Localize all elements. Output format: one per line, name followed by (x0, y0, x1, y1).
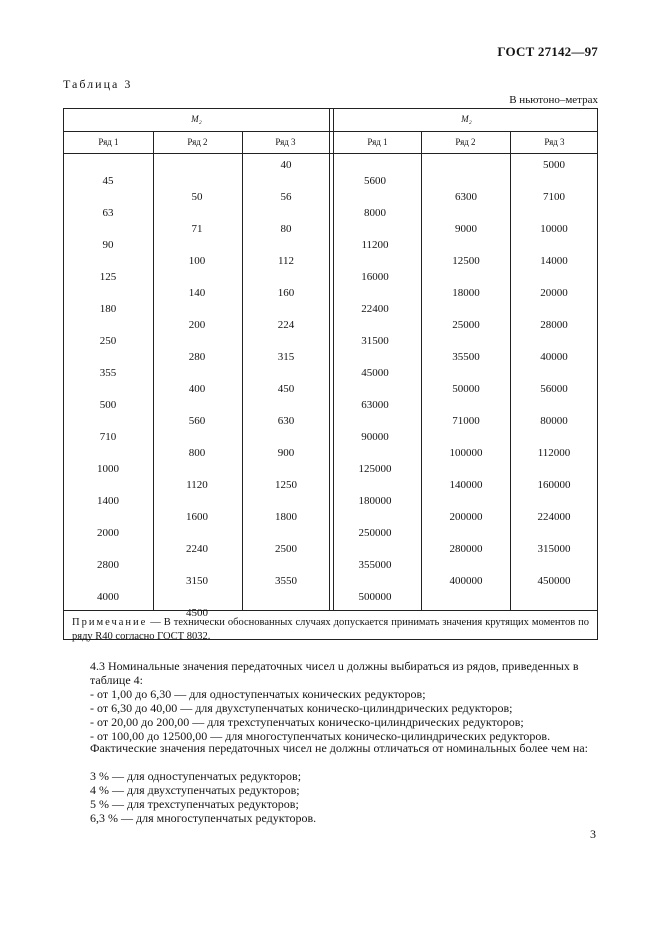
table-cell: 90000 (361, 431, 389, 443)
table-rule (153, 131, 154, 610)
table-cell: 224000 (537, 511, 571, 523)
table-cell: 22400 (361, 303, 389, 315)
note-text: — В технически обоснованных случаях допускается принимать значения крутящих моментов по ряду R40 согласно ГОСТ 8032. (72, 617, 589, 642)
table-cell: 140000 (449, 479, 483, 491)
table-rule (242, 131, 243, 610)
table-cell: 25000 (452, 319, 480, 331)
table-cell: 355 (99, 367, 117, 379)
table-cell: 11200 (361, 239, 389, 251)
table-cell: 355000 (358, 559, 392, 571)
table-cell: 400 (188, 383, 206, 395)
section-intro: 4.3 Номинальные значения передаточных чисел u должны выбираться из рядов, приведенных в таблице 4: (90, 659, 579, 687)
table-cell: 12500 (452, 255, 480, 267)
table-cell: 3550 (275, 575, 297, 587)
table-cell: 40000 (540, 351, 568, 363)
table-cell: 71000 (452, 415, 480, 427)
torque-table (63, 108, 598, 640)
table-cell: 90 (102, 239, 114, 251)
table-cell: 6300 (455, 191, 477, 203)
table-cell: 2800 (97, 559, 119, 571)
table-cell: 28000 (540, 319, 568, 331)
table-cell: 250 (99, 335, 117, 347)
table-rule (421, 131, 422, 610)
table-cell: 1600 (186, 511, 208, 523)
table-cell: 31500 (361, 335, 389, 347)
table-cell: 160000 (537, 479, 571, 491)
table-cell: 160 (277, 287, 295, 299)
table-cell: 2500 (275, 543, 297, 555)
table-cell: 80000 (540, 415, 568, 427)
table-cell: 125000 (358, 463, 392, 475)
table-rule (64, 610, 597, 611)
table-cell: 180000 (358, 495, 392, 507)
table-cell: 112000 (537, 447, 571, 459)
table-cell: 45000 (361, 367, 389, 379)
table-cell: 2000 (97, 527, 119, 539)
table-cell: 14000 (540, 255, 568, 267)
column-header: Ряд 1 (98, 137, 119, 147)
table-rule (510, 131, 511, 610)
table-cell: 1800 (275, 511, 297, 523)
table-cell: 1120 (186, 479, 208, 491)
table-cell: 315000 (537, 543, 571, 555)
table-cell: 5600 (364, 175, 386, 187)
range-item: - от 100,00 до 12500,00 — для многоступенчатых коническо-цилиндрических редукторов. (90, 729, 551, 743)
table-cell: 80 (280, 223, 292, 235)
table-cell: 400000 (449, 575, 483, 587)
column-header: Ряд 2 (187, 137, 208, 147)
table-cell: 710 (99, 431, 117, 443)
deviation-intro: Фактические значения передаточных чисел не должны отличаться от номинальных более чем на: (90, 741, 589, 755)
table-cell: 630 (277, 415, 295, 427)
table-cell: 16000 (361, 271, 389, 283)
table-cell: 40 (280, 159, 292, 171)
table-note (72, 616, 589, 644)
table-cell: 500 (99, 399, 117, 411)
table-cell: 50000 (452, 383, 480, 395)
table-cell: 280000 (449, 543, 483, 555)
table-cell: 140 (188, 287, 206, 299)
table-cell: 5000 (543, 159, 565, 171)
page-number: 3 (590, 827, 596, 841)
table-cell: 315 (277, 351, 295, 363)
group-header-right: M₂ (461, 114, 472, 124)
table-units: В ньютоно–метрах (509, 94, 598, 106)
table-cell: 4000 (97, 591, 119, 603)
table-cell: 20000 (540, 287, 568, 299)
table-cell: 180 (99, 303, 117, 315)
table-cell: 4500 (186, 607, 208, 619)
deviation-item: 3 % — для одноступенчатых редукторов; (90, 769, 302, 783)
table-cell: 2240 (186, 543, 208, 555)
table-cell: 125 (99, 271, 117, 283)
table-cell: 800 (188, 447, 206, 459)
note-label: Примечание (72, 617, 148, 628)
table-cell: 100000 (449, 447, 483, 459)
table-cell: 100 (188, 255, 206, 267)
table-cell: 71 (191, 223, 203, 235)
table-cell: 1250 (275, 479, 297, 491)
table-caption: Таблица 3 (63, 77, 133, 91)
table-cell: 200 (188, 319, 206, 331)
deviation-item: 5 % — для трехступенчатых редукторов; (90, 797, 299, 811)
deviation-item: 4 % — для двухступенчатых редукторов; (90, 783, 300, 797)
column-header: Ряд 1 (367, 137, 388, 147)
table-cell: 250000 (358, 527, 392, 539)
table-cell: 35500 (452, 351, 480, 363)
table-cell: 56000 (540, 383, 568, 395)
table-cell: 1000 (97, 463, 119, 475)
table-cell: 63 (102, 207, 114, 219)
table-cell: 9000 (455, 223, 477, 235)
group-header-left: M₂ (191, 114, 202, 124)
range-item: - от 6,30 до 40,00 — для двухступенчатых коническо-цилиндрических редукторов; (90, 701, 513, 715)
range-item: - от 1,00 до 6,30 — для одноступенчатых конических редукторов; (90, 687, 426, 701)
table-cell: 18000 (452, 287, 480, 299)
table-cell: 1400 (97, 495, 119, 507)
table-cell: 500000 (358, 591, 392, 603)
column-header: Ряд 2 (455, 137, 476, 147)
column-header: Ряд 3 (275, 137, 296, 147)
document-code: ГОСТ 27142—97 (497, 44, 598, 59)
table-cell: 280 (188, 351, 206, 363)
table-cell: 7100 (543, 191, 565, 203)
table-cell: 900 (277, 447, 295, 459)
table-cell: 56 (280, 191, 292, 203)
column-header: Ряд 3 (544, 137, 565, 147)
range-item: - от 20,00 до 200,00 — для трехступенчатых коническо-цилиндрических редукторов; (90, 715, 524, 729)
table-cell: 450000 (537, 575, 571, 587)
table-cell: 10000 (540, 223, 568, 235)
table-cell: 200000 (449, 511, 483, 523)
table-cell: 50 (191, 191, 203, 203)
table-double-rule (329, 109, 334, 610)
table-cell: 450 (277, 383, 295, 395)
table-cell: 3150 (186, 575, 208, 587)
table-cell: 45 (102, 175, 114, 187)
table-cell: 63000 (361, 399, 389, 411)
table-cell: 112 (277, 255, 295, 267)
table-cell: 224 (277, 319, 295, 331)
table-cell: 8000 (364, 207, 386, 219)
table-cell: 560 (188, 415, 206, 427)
deviation-item: 6,3 % — для многоступенчатых редукторов. (90, 811, 317, 825)
